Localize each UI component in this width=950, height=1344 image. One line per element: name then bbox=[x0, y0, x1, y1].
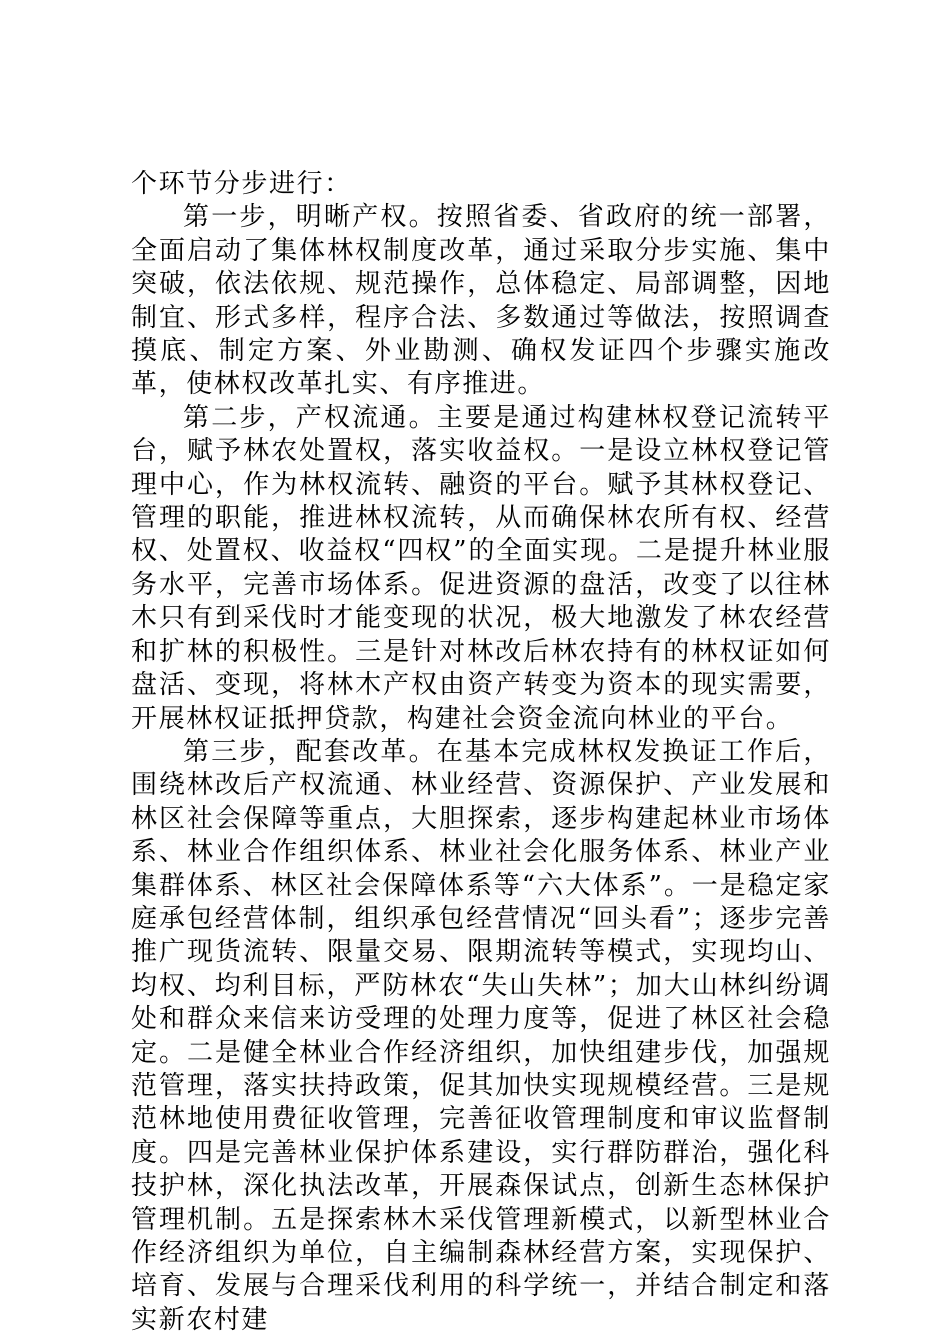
document-body bbox=[131, 168, 831, 1337]
paragraph-intro: 个环节分步进行： bbox=[131, 169, 352, 199]
paragraph-step-two: 第二步，产权流通。主要是通过构建林权登记流转平台，赋予林农处置权，落实收益权。一是设立林权登记管理中心，作为林权流转、融资的平台。赋予其林权登记、管理的职能，推进林权流转，从而确保林农所有权、经营权、处置权、收益权“四权”的全面实现。二是提升林业服务水平，完善市场体系。促进资源的盘活，改变了以往林木只有到采伐时才能变现的状况，极大地激发了林农经营和扩林的积极性。三是针对林改后林农持有的林权证如何盘活、变现，将林木产权由资产转变为资本的现实需要，开展林权证抵押贷款，构建社会资金流向林业的平台。 bbox=[131, 402, 831, 734]
paragraph-step-three: 第三步，配套改革。在基本完成林权发换证工作后，围绕林改后产权流通、林业经营、资源保护、产业发展和林区社会保障等重点，大胆探索，逐步构建起林业市场体系、林业合作组织体系、林业社会化服务体系、林业产业集群体系、林区社会保障体系等“六大体系”。一是稳定家庭承包经营体制，组织承包经营情况“回头看”；逐步完善推广现货流转、限量交易、限期流转等模式，实现均山、均权、均利目标，严防林农“失山失林”；加大山林纠纷调处和群众来信来访受理的处理力度等，促进了林区社会稳定。二是健全林业合作经济组织，加快组建步伐，加强规范管理，落实扶持政策，促其加快实现规模经营。三是规范林地使用费征收管理，完善征收管理制度和审议监督制度。四是完善林业保护体系建设，实行群防群治，强化科技护林，深化执法改革，开展森保试点，创新生态林保护管理机制。五是探索林木采伐管理新模式，以新型林业合作经济组织为单位，自主编制森林经营方案，实现保护、培育、发展与合理采伐利用的科学统一，并结合制定和落实新农村建 bbox=[131, 736, 831, 1335]
paragraph-step-one: 第一步，明晰产权。按照省委、省政府的统一部署，全面启动了集体林权制度改革，通过采取分步实施、集中突破，依法依规、规范操作，总体稳定、局部调整，因地制宜、形式多样，程序合法、多数通过等做法，按照调查摸底、制定方案、外业勘测、确权发证四个步骤实施改革，使林权改革扎实、有序推进。 bbox=[131, 202, 831, 400]
